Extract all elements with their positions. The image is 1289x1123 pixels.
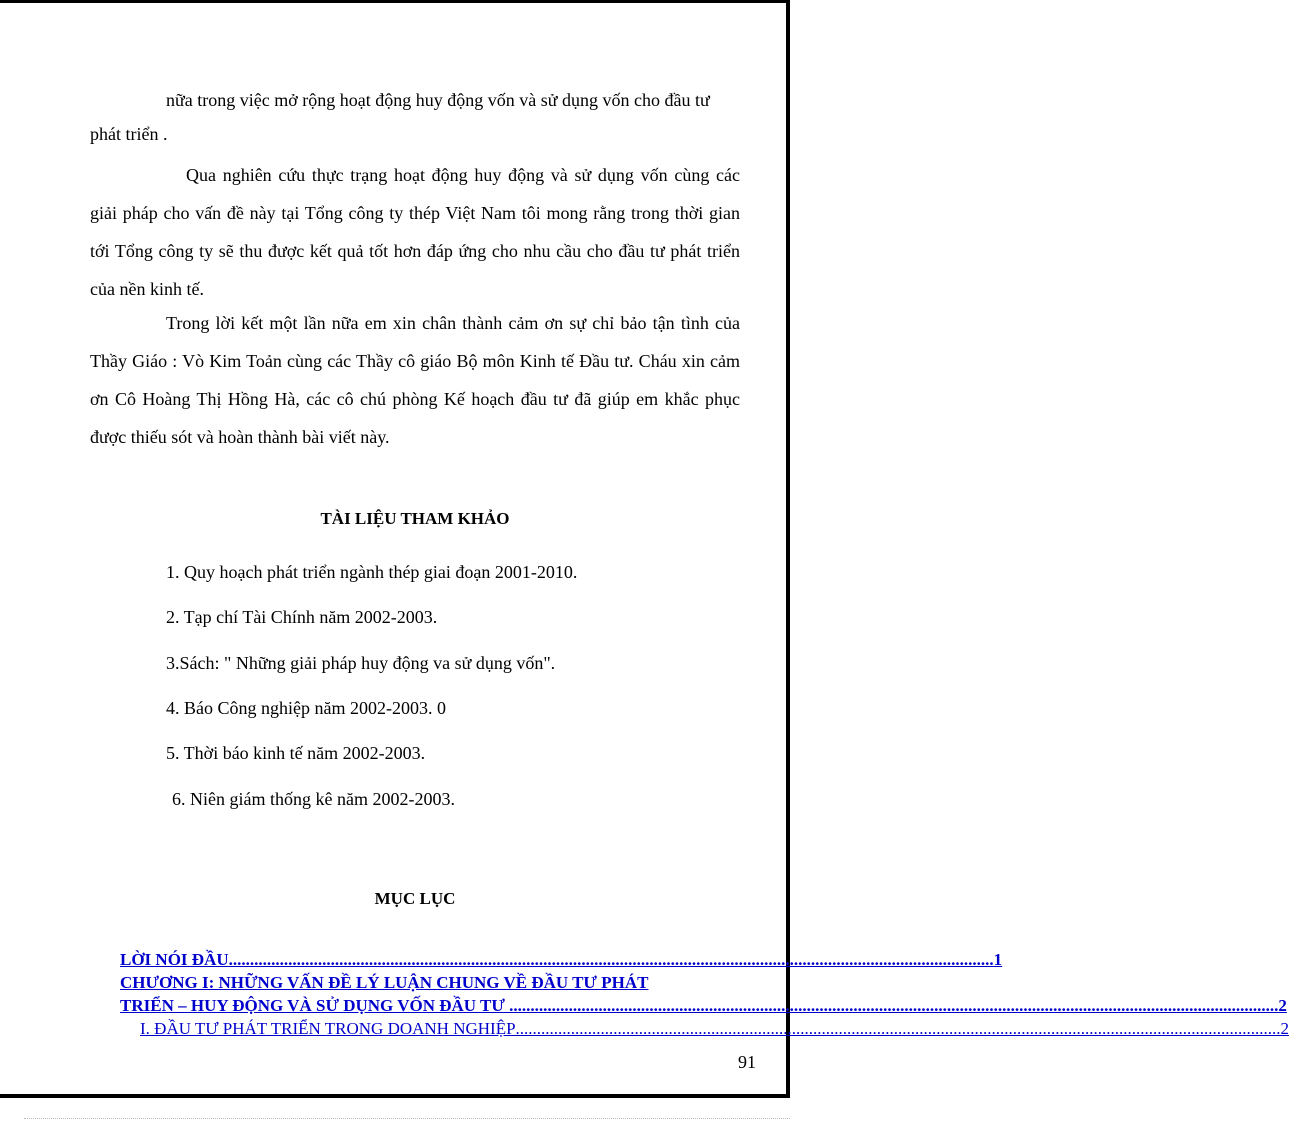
reference-item: 4. Báo Công nghiệp năm 2002-2003. 0: [166, 698, 446, 718]
paragraph-text: Trong lời kết một lần nữa em xin chân thành cảm ơn sự chỉ bảo tận tình của Thầy Giáo : Vò Kim Toản cùng các Thầy cô giáo Bộ môn Kinh tế Đầu tư. Cháu xin cảm ơn Cô Hoàng Thị Hồng Hà, các cô chú phòng Kế hoạch đầu tư đã giúp em khắc phục được thiếu sót và hoàn thành bài viết này.: [90, 313, 740, 447]
reference-item: 2. Tạp chí Tài Chính năm 2002-2003.: [166, 607, 438, 627]
toc-entry-loi-noi-dau[interactable]: LỜI NÓI ĐẦU .................................................................................................................................................................................... 1: [120, 950, 1003, 969]
page-number: 91: [738, 1052, 756, 1072]
toc-leader-dots: ....................................................................................................................................................................................: [228, 950, 994, 969]
toc-entry-chuong-1[interactable]: CHƯƠNG I: NHỮNG VẤN ĐỀ LÝ LUẬN CHUNG VỀ ĐẦU TƯ PHÁT: [120, 973, 649, 992]
reference-item: 3.Sách: " Những giải pháp huy động va sử dụng vốn".: [166, 653, 556, 673]
closing-paragraph-2: [90, 156, 740, 308]
paragraph-line: nữa trong việc mở rộng hoạt động huy động vốn và sử dụng vốn cho đầu tư: [166, 90, 710, 110]
page-footer-divider: [24, 1118, 790, 1119]
toc-title: MỤC LỤC: [374, 889, 456, 908]
paragraph-text: Qua nghiên cứu thực trạng hoạt động huy động và sử dụng vốn cùng các giải pháp cho vấn đề này tại Tổng công ty thép Việt Nam tôi mong rằng trong thời gian tới Tổng công ty sẽ thu được kết quả tốt hơn đáp ứng cho nhu cầu cho đầu tư phát triển của nền kinh tế.: [90, 165, 740, 299]
table-of-contents: [120, 948, 1289, 1040]
reference-item: 1. Quy hoạch phát triển ngành thép giai đoạn 2001-2010.: [166, 562, 578, 582]
reference-item: 5. Thời báo kinh tế năm 2002-2003.: [166, 743, 426, 763]
reference-item: 6. Niên giám thống kê năm 2002-2003.: [172, 789, 455, 809]
toc-entry-chuong-1-cont[interactable]: TRIỂN – HUY ĐỘNG VÀ SỬ DỤNG VỐN ĐẦU TƯ . .................................................................................................................................................................................... 2: [120, 996, 1287, 1015]
toc-leader-dots: ....................................................................................................................................................................................: [515, 1019, 1281, 1038]
toc-leader-dots: ....................................................................................................................................................................................: [513, 996, 1279, 1015]
closing-paragraph-3: [90, 304, 740, 456]
paragraph-line: phát triển .: [90, 124, 168, 144]
toc-entry-dau-tu-phat-trien[interactable]: I. ĐẦU TƯ PHÁT TRIỂN TRONG DOANH NGHIỆP .................................................................................................................................................................................... 2: [140, 1019, 1289, 1038]
references-title: TÀI LIỆU THAM KHẢO: [320, 509, 510, 528]
closing-paragraph-1: [90, 81, 740, 153]
